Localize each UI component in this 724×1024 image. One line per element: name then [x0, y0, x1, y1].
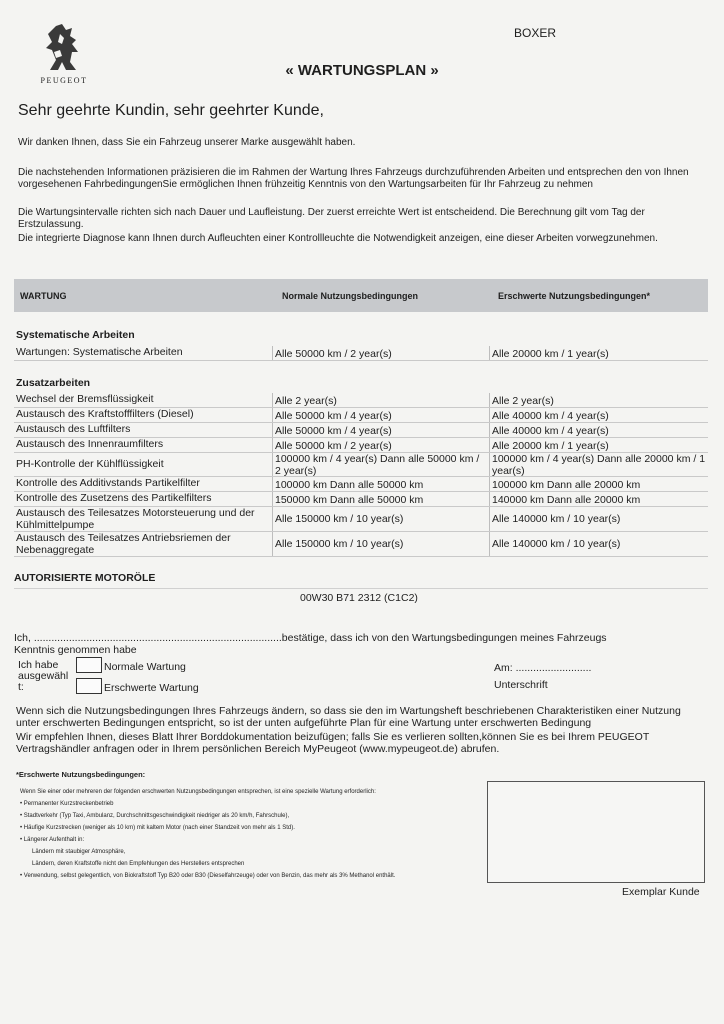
row-task: PH-Kontrolle der Kühlflüssigkeit: [16, 458, 164, 470]
table-row: [14, 507, 708, 532]
row-task: Austausch des Kraftstofffilters (Diesel): [16, 408, 194, 420]
row-normal: 100000 km Dann alle 50000 km: [275, 479, 424, 491]
list-item: • Stadtverkehr (Typ Taxi, Ambulanz, Durchschnittsgeschwindigkeit niedriger als 20 km/h, Fahrschule),: [20, 813, 290, 819]
header-normal: Normale Nutzungsbedingungen: [282, 291, 418, 301]
list-item: • Verwendung, selbst gelegentlich, von Biokraftstoff Typ B20 oder B30 (Dieselfahrzeuge) oder von Benzin, das mehr als 3% Methanol enthält.: [20, 873, 396, 879]
table-header: [14, 279, 708, 312]
intro-paragraph-1: Wir danken Ihnen, dass Sie ein Fahrzeug unserer Marke ausgewählt haben.: [18, 137, 356, 148]
divider: [14, 588, 708, 589]
chosen-label: [18, 660, 68, 693]
section-systematic-title: Systematische Arbeiten: [16, 329, 135, 341]
header-hard: Erschwerte Nutzungsbedingungen*: [498, 291, 651, 301]
row-hard: 100000 km / 4 year(s) Dann alle 20000 km / 1 year(s): [492, 453, 706, 477]
row-hard: 140000 km Dann alle 20000 km: [492, 494, 641, 506]
date-field[interactable]: Am: ..........................: [494, 662, 592, 674]
dealer-stamp-box: [487, 781, 705, 883]
row-normal: Alle 50000 km / 2 year(s): [275, 348, 392, 360]
section-additional-title: Zusatzarbeiten: [16, 377, 91, 389]
row-normal: 150000 km Dann alle 50000 km: [275, 494, 424, 506]
row-normal: Alle 150000 km / 10 year(s): [275, 513, 404, 525]
list-item: • Längerer Aufenthalt in:: [20, 837, 85, 843]
row-normal: Alle 50000 km / 2 year(s): [275, 440, 392, 452]
row-hard: Alle 140000 km / 10 year(s): [492, 538, 621, 550]
header-maintenance: WARTUNG: [20, 291, 67, 301]
copy-label: Exemplar Kunde: [622, 886, 700, 898]
row-task: Kontrolle des Zusetzens des Partikelfilters: [16, 492, 212, 504]
table-row: [14, 346, 708, 361]
hard-maintenance-checkbox[interactable]: [76, 678, 102, 694]
table-row: [14, 408, 708, 423]
intro-paragraph-2: Die nachstehenden Informationen präzisieren die im Rahmen der Wartung Ihres Fahrzeugs durchzuführenden Arbeiten und entsprechen den von Ihnen vorgesehenen FahrbedingungenSie ermöglichen Ihnen frühzeitig Kenntnis von den Wartungsarbeiten für Ihr Fahrzeug zu nehmen: [18, 167, 689, 190]
vehicle-model: BOXER: [514, 26, 557, 40]
row-hard: Alle 20000 km / 1 year(s): [492, 348, 609, 360]
intro-paragraph-4: Die integrierte Diagnose kann Ihnen durch Aufleuchten einer Kontrollleuchte die Notwendigkeit anzeigen, eine dieser Arbeiten vorwegzunehmen.: [18, 233, 658, 244]
table-row: [14, 453, 708, 477]
row-task: Wartungen: Systematische Arbeiten: [16, 346, 183, 358]
peugeot-lion-logo: [34, 22, 94, 94]
chosen-label-line: t:: [18, 681, 24, 693]
row-hard: Alle 40000 km / 4 year(s): [492, 425, 609, 437]
table-row: [14, 532, 708, 557]
row-normal: Alle 2 year(s): [275, 395, 337, 407]
table-row: [14, 477, 708, 492]
row-hard: 100000 km Dann alle 20000 km: [492, 479, 641, 491]
row-hard: Alle 2 year(s): [492, 395, 554, 407]
document-title: « WARTUNGSPLAN »: [285, 62, 439, 79]
table-row: [14, 492, 708, 507]
normal-maintenance-checkbox[interactable]: [76, 657, 102, 673]
row-task: Wechsel der Bremsflüssigkeit: [16, 393, 154, 405]
row-task: Austausch des Innenraumfilters: [16, 438, 164, 450]
list-sub-item: Ländern mit staubiger Atmosphäre,: [32, 849, 126, 855]
row-hard: Alle 40000 km / 4 year(s): [492, 410, 609, 422]
confirmation-text: [14, 632, 607, 656]
chosen-label-line: Ich habe: [18, 659, 59, 671]
notice-paragraph-1: Wenn sich die Nutzungsbedingungen Ihres Fahrzeugs ändern, so dass sie den im Wartungsheft beschriebenen Charakteristiken einer Nutzung unter erschwerten Bedingungen entspricht, so ist der unten aufgeführte Plan für eine Wartung unter erschwerten Bedingung: [16, 705, 681, 729]
footnote-title: *Erschwerte Nutzungsbedingungen:: [16, 770, 146, 779]
hard-maintenance-label: Erschwerte Wartung: [104, 682, 199, 694]
chosen-label-line: ausgewähl: [18, 670, 69, 682]
list-item: • Permanenter Kurzstreckenbetrieb: [20, 801, 114, 807]
list-item: • Häufige Kurzstrecken (weniger als 10 km) mit kaltem Motor (nach einer Standzeit von mehr als 1 Std).: [20, 825, 295, 831]
row-normal: Alle 150000 km / 10 year(s): [275, 538, 404, 550]
signature-label: Unterschrift: [494, 679, 548, 691]
brand-name: PEUGEOT: [40, 76, 88, 85]
row-normal: Alle 50000 km / 4 year(s): [275, 425, 392, 437]
row-task: Austausch des Teilesatzes Antriebsriemen der Nebenaggregate: [16, 532, 231, 556]
notice-paragraph-2: Wir empfehlen Ihnen, dieses Blatt Ihrer Borddokumentation beizufügen; falls Sie es verlieren sollten,können Sie es bei Ihrem PEUGEOT Vertragshändler anfragen oder in Ihrem persönlichen Bereich MyPeugeot (www.mypeugeot.de) abrufen.: [16, 731, 650, 755]
footnote-intro: Wenn Sie einer oder mehreren der folgenden erschwerten Nutzungsbedingungen entsprechen, ist eine spezielle Wartung erforderlich:: [20, 789, 376, 795]
table-row: [14, 438, 708, 453]
row-task: Austausch des Teilesatzes Motorsteuerung und der Kühlmittelpumpe: [16, 507, 255, 531]
row-hard: Alle 140000 km / 10 year(s): [492, 513, 621, 525]
row-task: Kontrolle des Additivstands Partikelfilter: [16, 477, 200, 489]
confirmation-line-1: Ich, .....................................................................................bestätige, dass ich von den Wartungsbedingungen meines Fahrzeugs: [14, 632, 607, 644]
confirmation-line-2: Kenntnis genommen habe: [14, 644, 137, 656]
normal-maintenance-label: Normale Wartung: [104, 661, 186, 673]
motor-oil-spec: 00W30 B71 2312 (C1C2): [300, 592, 418, 604]
motor-oils-label: AUTORISIERTE MOTORÖLE: [14, 572, 156, 584]
table-row: [14, 423, 708, 438]
greeting: Sehr geehrte Kundin, sehr geehrter Kunde,: [18, 102, 324, 119]
footnote-body: [20, 786, 480, 882]
row-task: Austausch des Luftfilters: [16, 423, 131, 435]
list-sub-item: Ländern, deren Kraftstoffe nicht den Empfehlungen des Herstellers entsprechen: [32, 861, 245, 867]
row-hard: Alle 20000 km / 1 year(s): [492, 440, 609, 452]
table-row: [14, 393, 708, 408]
intro-paragraph-3: Die Wartungsintervalle richten sich nach Dauer und Laufleistung. Der zuerst erreichte Wert ist entscheidend. Die Berechnung gilt vom Tag der Erstzulassung.: [18, 207, 645, 230]
row-normal: 100000 km / 4 year(s) Dann alle 50000 km / 2 year(s): [275, 453, 480, 477]
row-normal: Alle 50000 km / 4 year(s): [275, 410, 392, 422]
